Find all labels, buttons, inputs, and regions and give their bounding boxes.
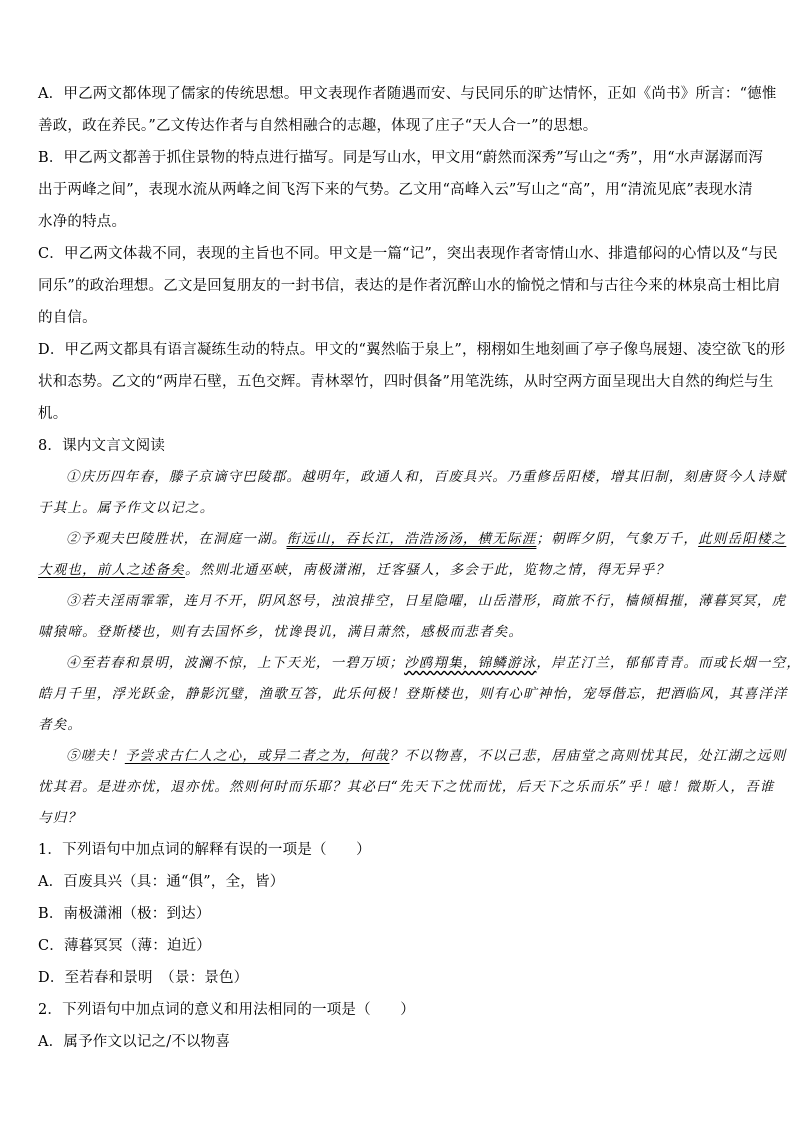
option-c-block <box>38 238 781 334</box>
question-1-option-c: C．薄暮冥冥（薄：迫近） <box>38 938 211 954</box>
passage-text: ②予观夫巴陵胜状，在洞庭一湖。 <box>66 531 287 547</box>
option-b-line-2: 出于两峰之间”，表现水流从两峰之间飞泻下来的气势。乙文用“高峰入云”写山之“高”，用“清流见底”表现水清 <box>38 182 753 198</box>
question-1-option-d: D．至若春和景明 （景：景色） <box>38 970 249 986</box>
underlined-phrase: 予尝求古仁人之心，或异二者之为，何哉 <box>124 748 390 764</box>
section-8-title: 8．课内文言文阅读 <box>38 438 166 454</box>
question-1 <box>38 834 760 994</box>
question-2 <box>38 994 760 1058</box>
passage-p4-line-1 <box>38 648 801 679</box>
passage-p1-line-2: 于其上。属予作文以记之。 <box>38 500 215 516</box>
option-c-line-3: 的自信。 <box>38 310 97 326</box>
option-c-line-2: 同乐”的政治理想。乙文是回复朋友的一封书信，表达的是作者沉醉山水的愉悦之情和与古往今来的林泉高士相比肩 <box>38 278 781 294</box>
passage-p3-line-1: ③若夫淫雨霏霏，连月不开，阴风怒号，浊浪排空，日星隐曜，山岳潜形，商旅不行，樯倾楫摧，薄暮冥冥，虎 <box>66 593 787 609</box>
question-2-option-a: A．属予作文以记之/不以物喜 <box>38 1034 231 1050</box>
passage-text: ；朝晖夕阴，气象万千， <box>536 531 699 547</box>
underlined-phrase: 大观也，前人之述备矣 <box>38 562 185 578</box>
passage-p3-line-2: 啸猿啼。登斯楼也，则有去国怀乡，忧谗畏讥，满目萧然，感极而悲者矣。 <box>38 624 524 640</box>
document-page <box>38 78 801 1058</box>
question-1-stem: 1．下列语句中加点词的解释有误的一项是（ ） <box>38 842 371 858</box>
option-d-line-2: 状和态势。乙文的“两岸石壁，五色交辉。青林翠竹，四时俱备”用笔洗练，从时空两方面呈现出大自然的绚烂与生 <box>38 374 774 390</box>
passage-p5-line-2: 忧其君。是进亦忧，退亦忧。然则何时而乐耶？其必曰“先天下之忧而忧，后天下之乐而乐”乎！噫！微斯人，吾谁 <box>38 779 775 795</box>
passage-p1-line-1: ①庆历四年春，滕子京谪守巴陵郡。越明年，政通人和，百废具兴。乃重修岳阳楼，增其旧制，刻唐贤今人诗赋 <box>66 469 787 485</box>
passage-text: ？不以物喜，不以己悲，居庙堂之高则忧其民，处江湖之远则 <box>389 748 787 764</box>
option-d-line-3: 机。 <box>38 406 68 422</box>
passage-p2-line-2 <box>38 555 760 586</box>
passage-p4-line-2: 皓月千里，浮光跃金，静影沉璧，渔歌互答，此乐何极！登斯楼也，则有心旷神怡，宠辱偕忘，把酒临风，其喜洋洋 <box>38 686 788 702</box>
underlined-phrase: 沙鸥翔集，锦鳞游泳 <box>404 655 537 671</box>
passage-text: ，岸芷汀兰，郁郁青青。而或长烟一空， <box>536 655 801 671</box>
option-b-line-1: B．甲乙两文都善于抓住景物的特点进行描写。同是写山水，甲文用“蔚然而深秀”写山之“秀”，用“水声潺潺而泻 <box>38 150 764 166</box>
question-1-option-a: A．百废具兴（具：通“俱”，全，皆） <box>38 874 285 890</box>
option-b-block <box>38 142 764 238</box>
passage-text: ⑤嗟夫！ <box>66 748 125 764</box>
passage-text: 。然则北通巫峡，南极潇湘，迁客骚人，多会于此，览物之情，得无异乎？ <box>185 562 671 578</box>
option-b-line-3: 水净的特点。 <box>38 214 127 230</box>
option-d-block <box>38 334 786 430</box>
passage-p2-line-1 <box>38 524 787 555</box>
passage-p5-line-1 <box>38 741 787 772</box>
option-a-block <box>38 78 777 142</box>
passage-p4-line-3: 者矣。 <box>38 717 83 733</box>
option-d-line-1: D．甲乙两文都具有语言凝练生动的特点。甲文的“翼然临于泉上”，栩栩如生地刻画了亭子像鸟展翅、凌空欲飞的形 <box>38 342 786 358</box>
option-c-line-1: C．甲乙两文体裁不同，表现的主旨也不同。甲文是一篇“记”，突出表现作者寄情山水、排遣郁闷的心情以及“与民 <box>38 246 778 262</box>
option-a-line-2: 善政，政在养民。”乙文传达作者与自然相融合的志趣，体现了庄子“天人合一”的思想。 <box>38 118 598 134</box>
option-a-line-1: A．甲乙两文都体现了儒家的传统思想。甲文表现作者随遇而安、与民同乐的旷达情怀，正如《尚书》所言：“德惟 <box>38 86 777 102</box>
question-2-stem: 2．下列语句中加点词的意义和用法相同的一项是（ ） <box>38 1002 415 1018</box>
question-1-option-b: B．南极潇湘（极：到达） <box>38 906 211 922</box>
passage <box>38 462 801 834</box>
underlined-phrase: 衔远山，吞长江，浩浩汤汤，横无际涯 <box>286 531 537 547</box>
passage-p5-line-3: 与归？ <box>38 810 83 826</box>
passage-text: ④至若春和景明，波澜不惊，上下天光，一碧万顷； <box>66 655 405 671</box>
underlined-phrase: 此则岳阳楼之 <box>698 531 787 547</box>
